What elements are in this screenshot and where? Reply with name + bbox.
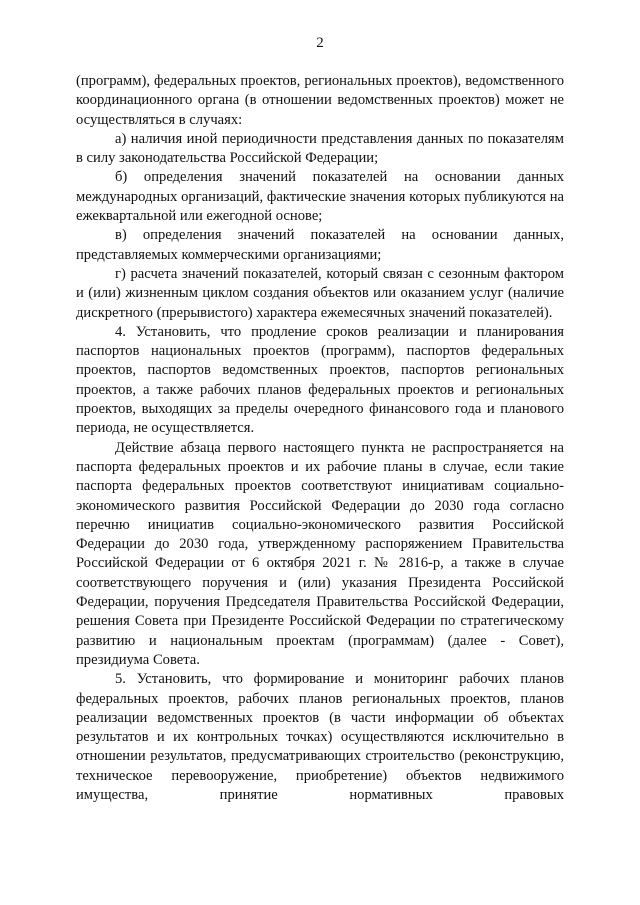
paragraph-item-g: г) расчета значений показателей, который связан с сезонным фактором и (или) жизненным циклом создания объектов или оказанием услуг (наличие дискретного (прерывистого) характера ежемесячных значений показателей). bbox=[76, 265, 564, 321]
paragraph-item-b: б) определения значений показателей на основании данных международных организаций, фактические значения которых публикуются на ежеквартальной или ежегодной основе; bbox=[76, 169, 564, 225]
paragraph-clause-5: 5. Установить, что формирование и мониторинг рабочих планов федеральных проектов, рабочих планов региональных проектов, планов реализации ведомственных проектов (в части информации об объектах результатов и их контрольных точках) осуществляются исключительно в отношении результатов, предусматривающих строительство (реконструкцию, техническое перевооружение, приобретение) объектов недвижимого имущества, принятие нормативных правовых bbox=[76, 671, 564, 803]
paragraph-clause-4: 4. Установить, что продление сроков реализации и планирования паспортов национальных проектов (программ), паспортов федеральных проектов, паспортов ведомственных проектов, паспортов региональных проектов, а также рабочих планов федеральных проектов и региональных проектов, выходящих за пределы очередного финансового года и планового периода, не осуществляется. bbox=[76, 323, 564, 437]
paragraph-item-v: в) определения значений показателей на основании данных, представляемых коммерческими организациями; bbox=[76, 227, 564, 263]
paragraph-clause-4-exception: Действие абзаца первого настоящего пункта не распространяется на паспорта федеральных проектов и их рабочие планы в случае, если такие паспорта федеральных проектов соответствуют инициативам социально-экономического развития Российской Федерации до 2030 года согласно перечню инициатив социально-экономического развития Российской Федерации до 2030 года, утвержденному распоряжением Правительства Российской Федерации от 6 октября 2021 г. № 2816-р, а также в случае соответствующего поручения и (или) указания Президента Российской Федерации, поручения Председателя Правительства Российской Федерации, решения Совета при Президенте Российской Федерации по стратегическому развитию и национальным проектам (программам) (далее - Совет), президиума Совета. bbox=[76, 439, 564, 668]
paragraph-continuation: (программ), федеральных проектов, региональных проектов), ведомственного координационного органа (в отношении ведомственных проектов) может не осуществляться в случаях: bbox=[76, 73, 564, 128]
document-body bbox=[76, 72, 564, 805]
paragraph-item-a: а) наличия иной периодичности представления данных по показателям в силу законодательства Российской Федерации; bbox=[76, 130, 564, 167]
page-number: 2 bbox=[316, 35, 324, 51]
